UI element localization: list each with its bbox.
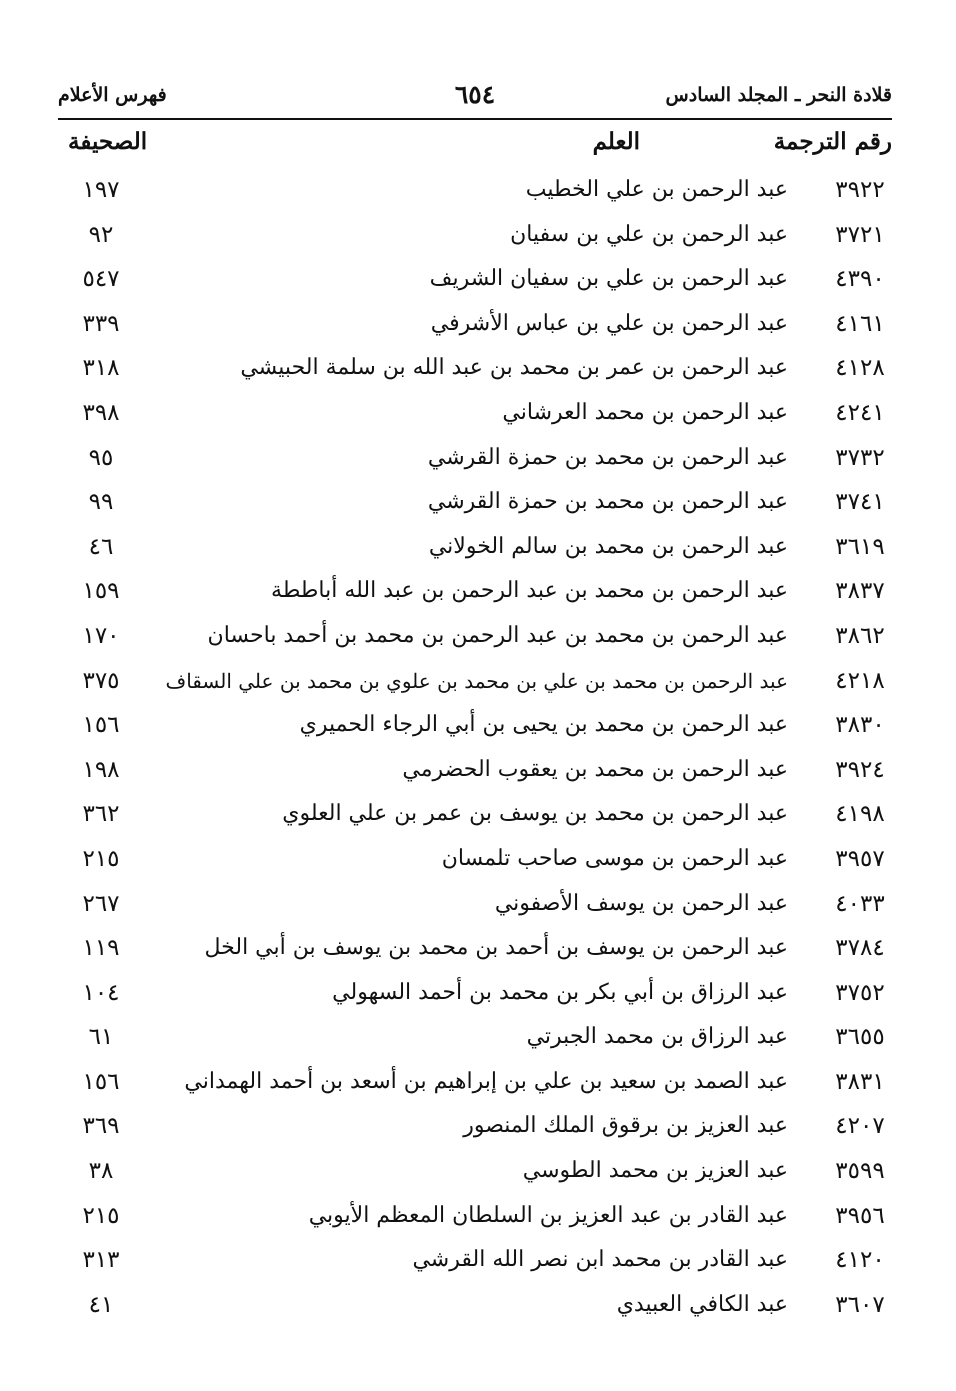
header-divider (58, 118, 892, 120)
person-name: عبد القادر بن محمد ابن نصر الله القرشي (412, 1247, 788, 1273)
index-row (58, 663, 892, 708)
person-name: عبد الرحمن بن محمد بن يعقوب الحضرمي (402, 756, 788, 782)
person-name: عبد الرحمن بن محمد بن عبد الرحمن بن محمد بن أحمد باحسان (207, 622, 788, 648)
page-reference: ١٠٤ (82, 979, 120, 1006)
page-reference: ٣٧٥ (82, 667, 120, 694)
index-row (58, 395, 892, 440)
entry-number: ٤١٢٨ (835, 355, 885, 382)
person-name: عبد الرحمن بن عمر بن محمد بن عبد الله بن سلمة الحبيشي (240, 355, 788, 381)
entry-number: ٣٧٨٤ (835, 935, 885, 962)
column-headers (58, 128, 892, 168)
book-title: قلادة النحر ـ المجلد السادس (665, 84, 892, 106)
person-name: عبد القادر بن عبد العزيز بن السلطان المعظم الأيوبي (308, 1202, 788, 1228)
page-reference: ٣١٣ (82, 1247, 120, 1274)
index-row (58, 1198, 892, 1243)
person-name: عبد الرزاق بن أبي بكر بن محمد بن أحمد السهولي (332, 979, 788, 1005)
index-row (58, 573, 892, 618)
person-name: عبد الرحمن بن علي بن عباس الأشرفي (430, 310, 788, 336)
page-reference: ٣٨ (88, 1158, 114, 1185)
section-title: فهرس الأعلام (58, 84, 167, 106)
index-row (58, 1064, 892, 1109)
page-reference: ٣٩٨ (82, 399, 120, 426)
index-row (58, 975, 892, 1020)
entry-number: ٣٥٩٩ (835, 1158, 885, 1185)
page-reference: ٢٦٧ (82, 890, 120, 917)
index-row (58, 261, 892, 306)
index-row (58, 707, 892, 752)
index-row (58, 484, 892, 529)
entry-number: ٤١٩٨ (835, 801, 885, 828)
person-name: عبد الرحمن بن محمد بن يوسف بن عمر بن علي العلوي (282, 801, 788, 827)
person-name: عبد الرحمن بن علي الخطيب (525, 177, 788, 202)
person-name: عبد العزيز بن محمد الطوسي (522, 1158, 788, 1184)
entry-number: ٣٨٣٧ (835, 578, 885, 605)
entry-number: ٣٩٥٧ (835, 845, 885, 872)
page-reference: ٤١ (88, 1291, 114, 1318)
index-row (58, 306, 892, 351)
index-row (58, 930, 892, 975)
person-name: عبد الرحمن بن موسى صاحب تلمسان (441, 845, 788, 871)
page-reference: ١٩٨ (82, 756, 120, 783)
person-name: عبد الرحمن بن محمد بن حمزة القرشي (427, 444, 788, 470)
index-row (58, 529, 892, 574)
page-reference: ٢١٥ (82, 1202, 120, 1229)
person-name: عبد الرحمن بن محمد العرشاني (502, 399, 788, 425)
entry-number: ٣٧٥٢ (835, 979, 885, 1006)
name-header: العلم (592, 128, 640, 155)
person-name: عبد العزيز بن برقوق الملك المنصور (463, 1113, 788, 1139)
index-row (58, 841, 892, 886)
index-row (58, 796, 892, 841)
person-name: عبد الرحمن بن محمد بن سالم الخولاني (428, 533, 788, 559)
index-list (58, 172, 892, 1331)
page-reference: ٣٦٩ (82, 1113, 120, 1140)
entry-number: ٣٦١٩ (835, 533, 885, 560)
index-row (58, 217, 892, 262)
person-name: عبد الرحمن بن محمد بن علي بن محمد بن علوي بن محمد بن علي السقاف (165, 668, 788, 693)
running-header (58, 80, 892, 114)
index-row (58, 172, 892, 217)
entry-number: ٣٨٣٠ (835, 712, 885, 739)
page-reference: ١٥٩ (82, 578, 120, 605)
page-reference: ٣٦٢ (82, 801, 120, 828)
index-row (58, 1019, 892, 1064)
person-name: عبد الرحمن بن يوسف الأصفوني (494, 890, 788, 916)
person-name: عبد الرحمن بن محمد بن حمزة القرشي (427, 489, 788, 515)
index-row (58, 752, 892, 797)
index-row (58, 1153, 892, 1198)
index-row (58, 1242, 892, 1287)
entry-number: ٣٧٣٢ (835, 444, 885, 471)
page-reference: ١٥٦ (82, 712, 120, 739)
page-reference: ٦١ (88, 1024, 114, 1051)
page-reference: ١١٩ (82, 935, 120, 962)
entry-number: ٣٩٢٢ (835, 177, 885, 203)
page-reference: ٥٤٧ (82, 266, 120, 293)
person-name: عبد الرحمن بن يوسف بن أحمد بن محمد بن يوسف بن أبي الخل (204, 935, 788, 961)
entry-number: ٤٣٩٠ (835, 266, 885, 293)
page-reference: ٢١٥ (82, 845, 120, 872)
entry-number: ٤٠٣٣ (835, 890, 885, 917)
page-reference: ١٧٠ (82, 622, 120, 649)
person-name: عبد الرحمن بن محمد بن يحيى بن أبي الرجاء الحميري (299, 712, 788, 738)
entry-number: ٣٩٢٤ (835, 756, 885, 783)
person-name: عبد الكافي العبيدي (616, 1291, 788, 1317)
entry-number: ٤٢٤١ (835, 399, 885, 426)
index-row (58, 350, 892, 395)
index-row (58, 440, 892, 485)
index-row (58, 1108, 892, 1153)
index-row (58, 886, 892, 931)
page-number: ٦٥٤ (454, 80, 496, 109)
entry-number: ٣٨٣١ (835, 1068, 885, 1095)
entry-number: ٣٧٢١ (835, 221, 885, 248)
person-name: عبد الرحمن بن محمد بن عبد الرحمن بن عبد الله أباططة (271, 578, 788, 604)
index-row (58, 618, 892, 663)
page-reference: ١٩٧ (82, 177, 120, 203)
page-reference: ٩٥ (88, 444, 114, 471)
entry-number: ٣٦٥٥ (835, 1024, 885, 1051)
page-reference: ٩٢ (88, 221, 114, 248)
person-name: عبد الصمد بن سعيد بن علي بن إبراهيم بن أسعد بن أحمد الهمداني (184, 1068, 788, 1094)
page-header: الصحيفة (68, 128, 148, 155)
entry-number: ٣٦٠٧ (835, 1291, 885, 1318)
entry-number: ٤١٦١ (835, 310, 885, 337)
page-reference: ١٥٦ (82, 1068, 120, 1095)
page-reference: ٤٦ (88, 533, 114, 560)
person-name: عبد الرزاق بن محمد الجبرتي (526, 1024, 788, 1050)
entry-number: ٣٩٥٦ (835, 1202, 885, 1229)
entry-number: ٣٨٦٢ (835, 622, 885, 649)
entry-number: ٣٧٤١ (835, 489, 885, 516)
person-name: عبد الرحمن بن علي بن سفيان (510, 221, 788, 247)
page-reference: ٣١٨ (82, 355, 120, 382)
index-row (58, 1287, 892, 1332)
page-reference: ٩٩ (88, 489, 114, 516)
entry-number: ٤٢١٨ (835, 667, 885, 694)
entry-number-header: رقم الترجمة (773, 128, 892, 155)
entry-number: ٤٢٠٧ (835, 1113, 885, 1140)
entry-number: ٤١٢٠ (835, 1247, 885, 1274)
page-reference: ٣٣٩ (82, 310, 120, 337)
person-name: عبد الرحمن بن علي بن سفيان الشريف (429, 266, 788, 292)
